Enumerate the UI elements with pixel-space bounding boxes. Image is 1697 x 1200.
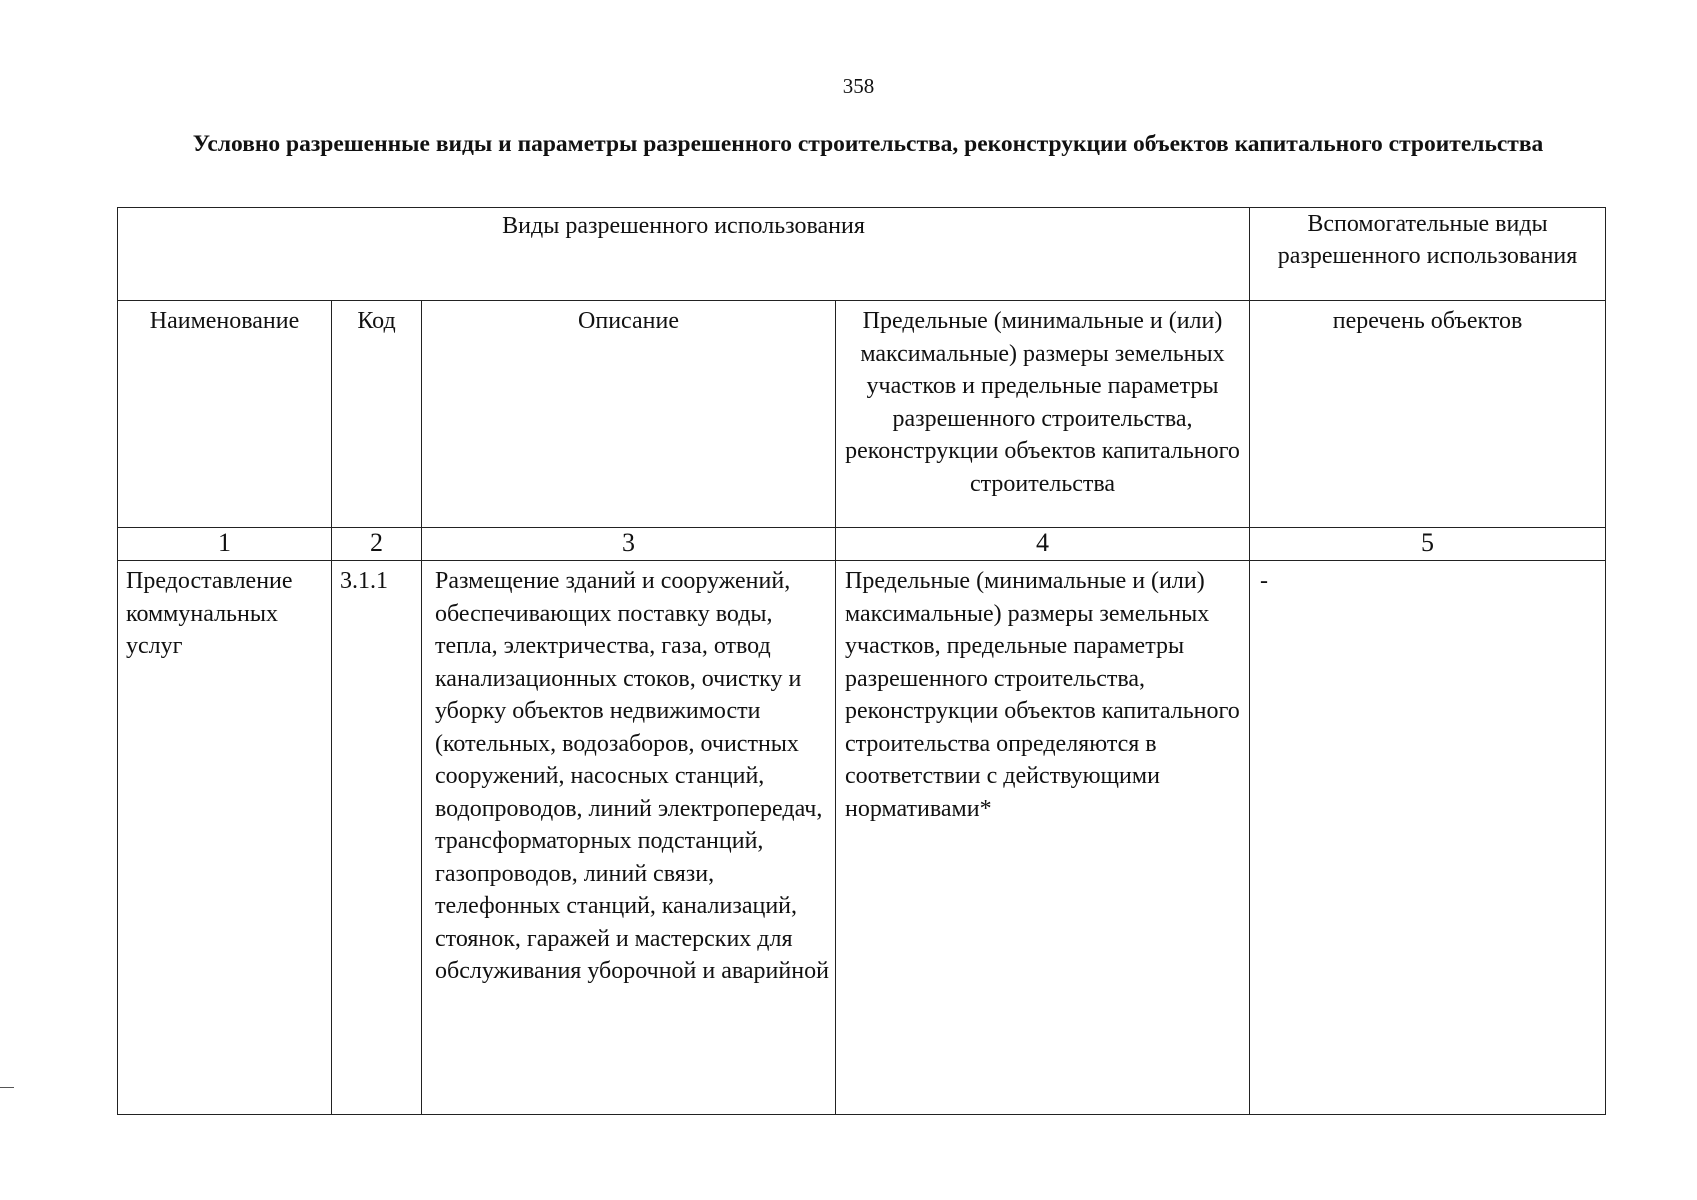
column-number-row — [118, 528, 1606, 561]
permitted-use-table — [117, 207, 1606, 1115]
row-objects-cell — [1250, 561, 1606, 1115]
row-params-text: Предельные (минимальные и (или) максимальные) размеры земельных участков, предельные параметры разрешенного строительства, реконструкции объектов капитального строительства определяются в соответствии с действующими нормативами* — [845, 568, 1240, 822]
row-code-text: 3.1.1 — [340, 568, 388, 594]
table-row — [118, 561, 1606, 1115]
header-auxiliary-use-types — [1250, 208, 1606, 301]
row-description-cell — [422, 561, 836, 1115]
header-name-label: Наименование — [149, 308, 300, 334]
row-description-text: Размещение зданий и сооружений, обеспечивающих поставку воды, тепла, электричества, газа, отвод канализационных стоков, очистку и уборку объектов недвижимости (котельных, водозаборов, очистных сооружений, насосных станций, водопроводов, линий электропередач, трансформаторных подстанций, газопроводов, линий связи, телефонных станций, канализаций, стоянок, гаражей и мастерских для обслуживания уборочной и аварийной — [435, 568, 829, 984]
document-title: Условно разрешенные виды и параметры разрешенного строительства, реконструкции объектов капитального строительства — [192, 131, 1544, 157]
column-number-2: 2 — [332, 528, 422, 561]
row-params-cell — [836, 561, 1250, 1115]
column-number-4: 4 — [836, 528, 1250, 561]
header-params-column — [836, 301, 1250, 528]
column-number-5: 5 — [1250, 528, 1606, 561]
header-permitted-use-types — [118, 208, 1250, 301]
row-code-cell — [332, 561, 422, 1115]
header-description-column — [422, 301, 836, 528]
header-permitted-use-types-label: Виды разрешенного использования — [502, 213, 865, 239]
header-name-column — [118, 301, 332, 528]
header-code-column — [332, 301, 422, 528]
table-header-group-row — [118, 208, 1606, 301]
scan-edge-mark — [0, 1087, 14, 1088]
table-header-columns-row — [118, 301, 1606, 528]
header-auxiliary-use-types-label: Вспомогательные виды разрешенного использования — [1277, 211, 1578, 269]
header-objects-column — [1250, 301, 1606, 528]
page-number: 358 — [842, 74, 875, 98]
row-objects-text: - — [1260, 568, 1269, 594]
row-name-cell — [118, 561, 332, 1115]
row-name-text: Предоставление коммунальных услуг — [126, 568, 293, 659]
header-params-label: Предельные (минимальные и (или) максимальные) размеры земельных участков и предельные параметры разрешенного строительства, реконструкции объектов капитального строительства — [845, 308, 1240, 497]
header-description-label: Описание — [578, 308, 679, 334]
header-objects-label: перечень объектов — [1332, 308, 1523, 334]
column-number-3: 3 — [422, 528, 836, 561]
header-code-label: Код — [357, 308, 396, 334]
column-number-1: 1 — [118, 528, 332, 561]
